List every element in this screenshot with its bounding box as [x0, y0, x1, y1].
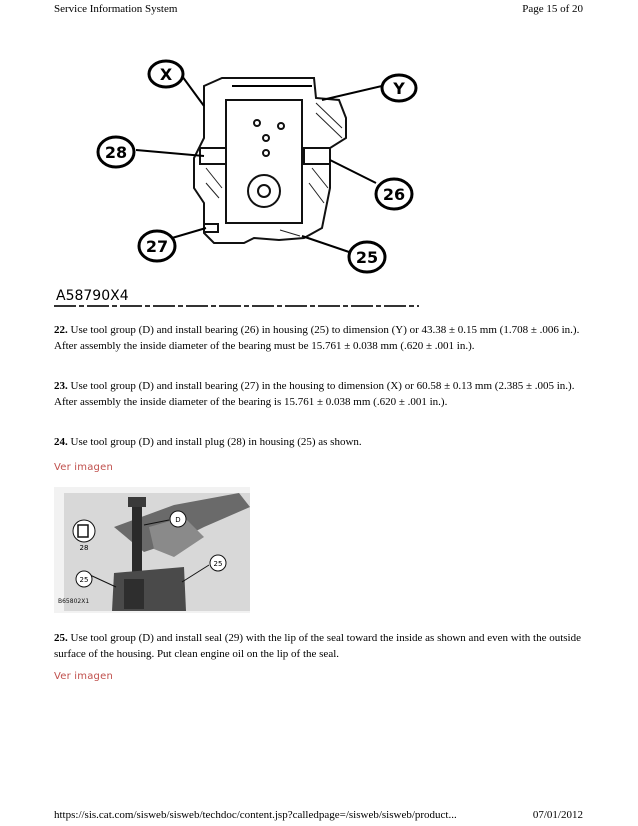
step-23	[54, 378, 584, 410]
step-25	[54, 630, 584, 662]
ver-imagen-link-2[interactable]: Ver imagen	[54, 671, 113, 682]
callout-x-label: X	[159, 65, 173, 84]
step-23-number: 23.	[54, 380, 68, 392]
step-24-text: Use tool group (D) and install plug (28) in housing (25) as shown.	[67, 436, 362, 448]
ver-imagen-link-1[interactable]: Ver imagen	[54, 462, 113, 473]
footer-url: https://sis.cat.com/sisweb/sisweb/techdoc/content.jsp?calledpage=/sisweb/sisweb/product...	[54, 809, 457, 821]
step-22-number: 22.	[54, 324, 68, 336]
footer-date: 07/01/2012	[532, 809, 583, 821]
callout-y-label: Y	[393, 79, 405, 98]
step-25-number: 25.	[54, 632, 68, 644]
plug-installation-photo[interactable]	[54, 487, 250, 613]
step-23-text: Use tool group (D) and install bearing (27) in the housing to dimension (X) or 60.58 ± 0.13 mm (2.385 ± .005 in.). After assembly the inside diameter of the bearing is 15.761 ± 0.038 mm (.620 ± .001 in.).	[54, 380, 575, 408]
step-25-text: Use tool group (D) and install seal (29) with the lip of the seal toward the inside as shown and even with the outside surface of the housing. Put clean engine oil on the lip of the seal.	[54, 632, 581, 660]
callout-28-label: 28	[104, 143, 128, 162]
photo-callout-25-left: 25	[79, 576, 89, 584]
photo-caption: B65802X1	[58, 598, 90, 605]
photo-callout-25-right: 25	[213, 560, 223, 568]
photo-callout-28: 28	[79, 544, 89, 552]
step-22	[54, 322, 584, 354]
figure1-caption: A58790X4	[56, 288, 129, 304]
step-24	[54, 434, 584, 450]
photo-callout-d: D	[175, 516, 181, 524]
callout-25-label: 25	[355, 248, 379, 267]
step-24-number: 24.	[54, 436, 68, 448]
step-22-text: Use tool group (D) and install bearing (26) in housing (25) to dimension (Y) or 43.38 ± 0.15 mm (1.708 ± .006 in.). After assembly the inside diameter of the bearing must be 15.761 ± 0.038 mm (.620 ± .001 in.).	[54, 324, 580, 352]
housing-diagram-image	[54, 38, 424, 310]
callout-27-label: 27	[145, 237, 169, 256]
callout-26-label: 26	[382, 185, 406, 204]
page-number: Page 15 of 20	[522, 3, 583, 15]
header-title: Service Information System	[54, 3, 178, 15]
